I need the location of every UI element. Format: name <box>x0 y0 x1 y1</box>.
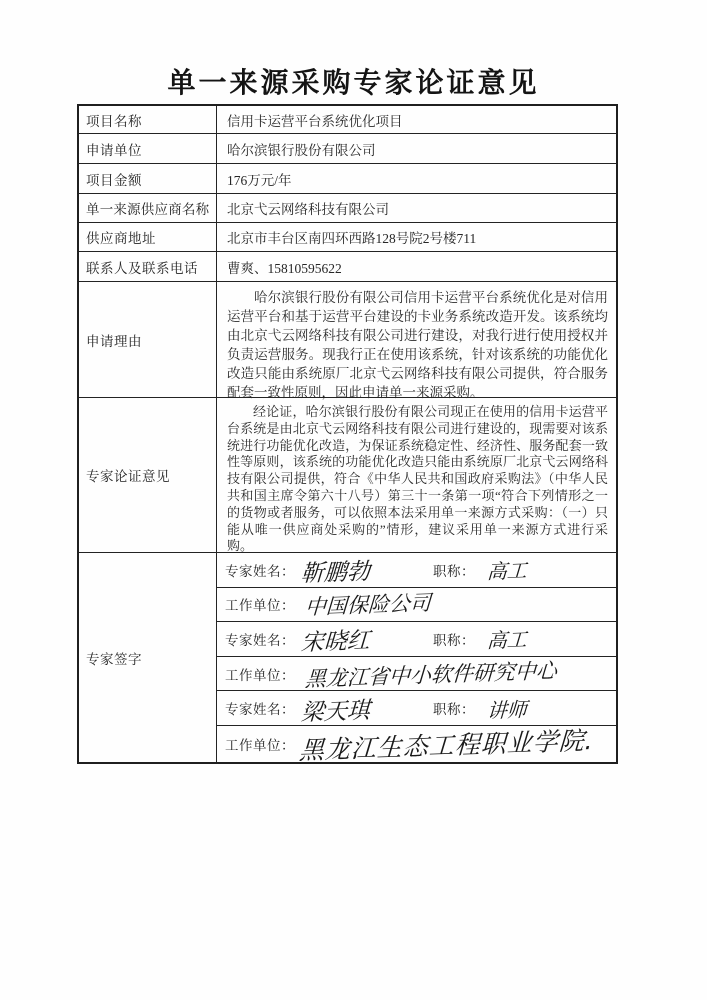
expert-2-unit-handwriting: 黑龙江省中小软件研究中心 <box>304 658 558 692</box>
expert-title-label: 职称： <box>433 563 475 579</box>
table-row <box>79 193 616 222</box>
signature-grid <box>217 553 616 766</box>
row-label-supplier-address: 供应商地址 <box>79 223 217 251</box>
reason-paragraph: 哈尔滨银行股份有限公司信用卡运营平台系统优化是对信用运营平台和基于运营平台建设的卡业务系统改造开发。该系统均由北京弋云网络科技有限公司进行建设，对我行进行使用授权并负责运营服务。现我行正在使用该系统，针对该系统的功能优化改造只能由系统原厂北京弋云网络科技有限公司提供，符合服务配套一致性原则，因此申请单一来源采购。 <box>227 290 608 400</box>
opinion-paragraph: 经论证，哈尔滨银行股份有限公司现正在使用的信用卡运营平台系统是由北京弋云网络科技有限公司进行建设的，现需要对该系统进行功能优化改造，为保证系统稳定性、经济性、服务配套一致性等原则，该系统的功能优化改造只能由系统原厂北京弋云网络科技有限公司提供，符合《中华人民共和国政府采购法》（中华人民共和国主席令第六十八号）第三十一条第一项“符合下列情形之一的货物或者服务，可以依照本法采用单一来源方式采购：（一）只能从唯一供应商处采购的”情形，建议采用单一来源方式进行采购。 <box>227 404 608 554</box>
row-value-reason <box>217 282 616 400</box>
row-label-contact: 联系人及联系电话 <box>79 252 217 281</box>
row-label-signatures: 专家签字 <box>79 553 217 762</box>
document-title: 单一来源采购专家论证意见 <box>167 68 540 99</box>
signature-unit-row <box>217 725 616 766</box>
work-unit-label: 工作单位： <box>225 667 295 683</box>
work-unit-label: 工作单位： <box>225 737 295 753</box>
expert-title-label: 职称： <box>433 702 475 718</box>
table-row <box>79 133 616 163</box>
signature-unit-row <box>217 587 616 622</box>
expert-name-label: 专家姓名： <box>225 632 295 648</box>
expert-1-name-signature: 靳鹏勃 <box>300 559 371 588</box>
table-row <box>79 222 616 251</box>
signature-name-row <box>217 553 616 587</box>
row-label-supplier-name: 单一来源供应商名称 <box>79 194 217 222</box>
signature-name-row <box>217 690 616 725</box>
form-table <box>77 104 618 764</box>
row-value-project-name: 信用卡运营平台系统优化项目 <box>227 113 403 129</box>
table-row <box>79 163 616 193</box>
row-value-supplier-address: 北京市丰台区南四环西路128号院2号楼711 <box>227 231 477 246</box>
table-row <box>79 251 616 281</box>
table-row-opinion <box>79 397 616 552</box>
row-value-supplier-name: 北京弋云网络科技有限公司 <box>227 202 389 217</box>
row-label-applicant: 申请单位 <box>79 134 217 163</box>
expert-2-title-handwriting: 高工 <box>486 627 528 654</box>
table-row-signatures <box>79 552 616 766</box>
row-value-opinion <box>217 398 616 552</box>
table-row-reason <box>79 281 616 400</box>
expert-name-label: 专家姓名： <box>225 702 295 718</box>
row-label-reason: 申请理由 <box>79 282 217 397</box>
row-label-project-name: 项目名称 <box>79 106 217 133</box>
row-value-amount: 176万元/年 <box>227 172 292 188</box>
table-row <box>79 106 616 133</box>
expert-3-title-handwriting: 讲师 <box>486 696 528 723</box>
expert-1-unit-handwriting: 中国保险公司 <box>304 591 432 620</box>
signature-name-row <box>217 621 616 656</box>
row-value-applicant: 哈尔滨银行股份有限公司 <box>227 142 376 158</box>
row-value-contact: 曹爽、15810595622 <box>227 260 342 276</box>
expert-2-name-signature: 宋晓红 <box>300 628 371 657</box>
expert-title-label: 职称： <box>433 632 475 648</box>
expert-name-label: 专家姓名： <box>225 563 295 579</box>
expert-3-unit-handwriting: 黑龙江生态工程职业学院. <box>298 725 595 766</box>
work-unit-label: 工作单位： <box>225 598 295 614</box>
row-label-opinion: 专家论证意见 <box>79 398 217 552</box>
expert-3-name-signature: 梁天琪 <box>300 697 371 726</box>
expert-1-title-handwriting: 高工 <box>486 558 528 585</box>
signature-unit-row <box>217 656 616 691</box>
row-label-amount: 项目金额 <box>79 164 217 193</box>
